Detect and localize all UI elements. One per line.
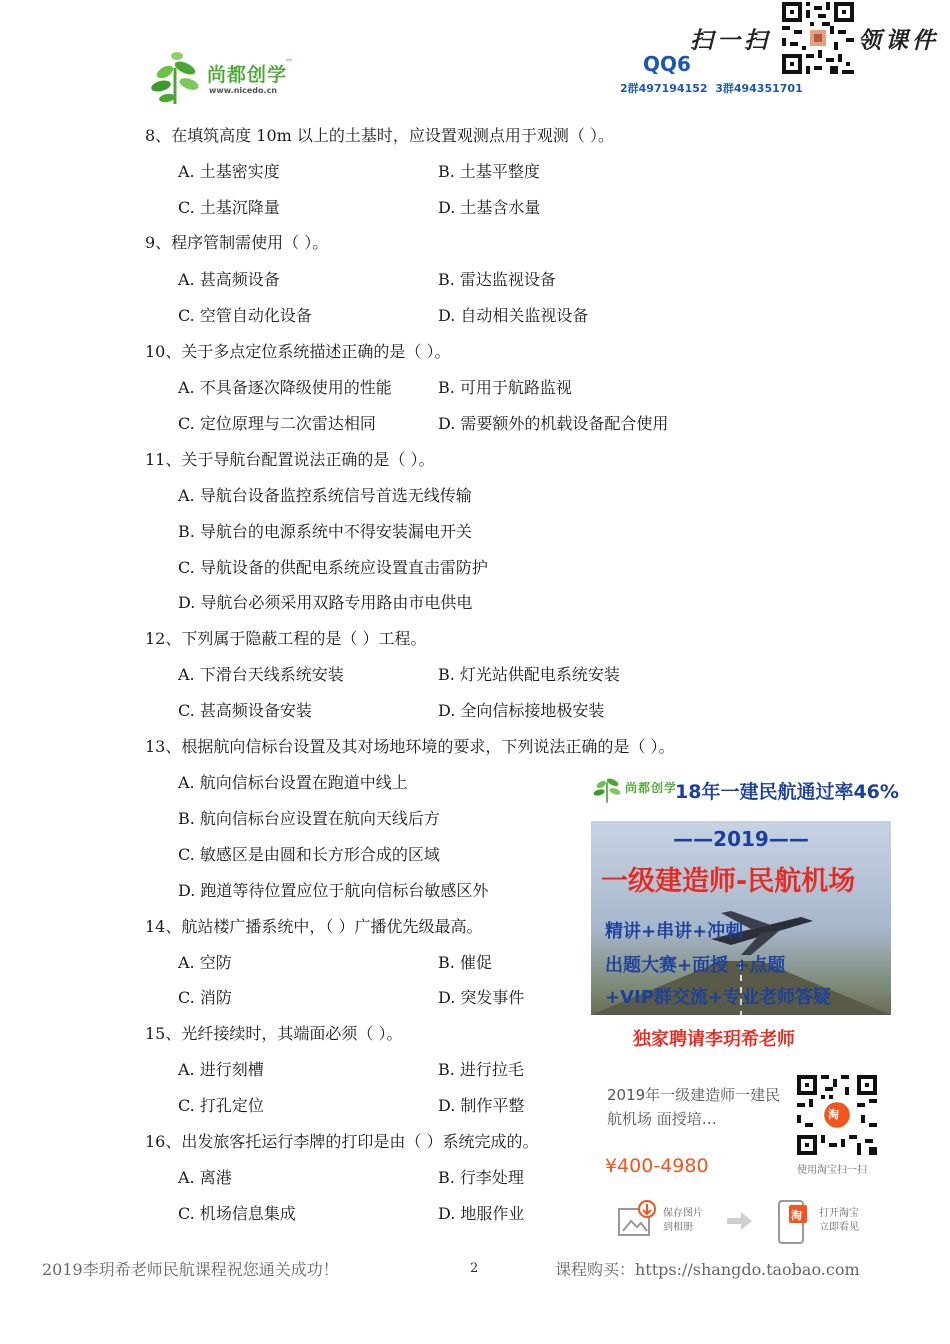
ad-price: ¥400-4980 (605, 1155, 709, 1177)
save-image-icon (615, 1199, 659, 1243)
option-14-a: A. 空防 (178, 953, 232, 972)
course-advertisement[interactable] (585, 765, 905, 1255)
brand-name: 尚都创学 (207, 64, 288, 86)
option-16-d: D. 地服作业 (438, 1204, 525, 1223)
option-9-a: A. 甚高频设备 (178, 270, 280, 289)
arrow-right-icon (727, 1211, 753, 1231)
footer-right-link[interactable]: 课程购买：https://shangdo.taobao.com (555, 1260, 860, 1279)
option-9-b: B. 雷达监视设备 (438, 270, 556, 289)
option-13-c: C. 敏感区是由圆和长方形合成的区域 (178, 845, 440, 864)
ad-line-3: +VIP群交流+专业老师答疑 (605, 987, 831, 1008)
option-16-a: A. 离港 (178, 1168, 232, 1187)
option-15-b: B. 进行拉毛 (438, 1060, 524, 1079)
ad-brand-name: 尚都创学 (625, 781, 678, 795)
option-12-b: B. 灯光站供配电系统安装 (438, 665, 620, 684)
brand-tm: ™ (285, 58, 293, 67)
option-12-a: A. 下滑台天线系统安装 (178, 665, 344, 684)
question-16: 16、出发旅客托运行李牌的打印是由（ ）系统完成的。 (145, 1132, 539, 1151)
taobao-qr-code (797, 1075, 877, 1155)
option-8-b: B. 土基平整度 (438, 162, 540, 181)
ad-headline: 18年一建民航通过率46% (675, 781, 899, 803)
option-16-b: B. 行李处理 (438, 1168, 524, 1187)
option-13-d: D. 跑道等待位置应位于航向信标台敏感区外 (178, 881, 489, 900)
option-11-d: D. 导航台必须采用双路专用路由市电供电 (178, 593, 473, 612)
option-8-a: A. 土基密实度 (178, 162, 280, 181)
open-taobao-badge: 淘 (791, 1209, 802, 1222)
option-13-b: B. 航向信标台应设置在航向天线后方 (178, 809, 440, 828)
scan-left-text: 扫一扫 (690, 27, 771, 54)
qq-groups: 2群497194152 3群494351701 (620, 82, 803, 95)
ad-title: 一级建造师-民航机场 (601, 866, 856, 897)
open-taobao-label: 打开淘宝立即看见 (819, 1208, 859, 1233)
question-10: 10、关于多点定位系统描述正确的是（ ）。 (145, 342, 451, 361)
option-14-c: C. 消防 (178, 988, 232, 1007)
save-image-label: 保存图片到相册 (663, 1208, 703, 1233)
option-13-a: A. 航向信标台设置在跑道中线上 (178, 773, 408, 792)
option-15-a: A. 进行刻槽 (178, 1060, 264, 1079)
ad-taobao-scan: 使用淘宝扫一扫 (797, 1165, 867, 1176)
option-9-c: C. 空管自动化设备 (178, 306, 312, 325)
save-image-button[interactable] (615, 1195, 725, 1245)
option-11-a: A. 导航台设备监控系统信号首选无线传输 (178, 486, 472, 505)
ad-line-1: 精讲+串讲+冲刺 (605, 921, 744, 942)
question-8: 8、在填筑高度 10m 以上的土基时，应设置观测点用于观测（ ）。 (145, 126, 614, 145)
ad-product-title: 2019年一级建造师一建民航机场 面授培… (607, 1086, 781, 1128)
ad-year-dash-left: —— (673, 827, 714, 851)
qr-code-icon (782, 2, 854, 74)
footer-left: 2019李玥希老师民航课程祝您通关成功！ (42, 1260, 339, 1279)
ad-year-row (591, 827, 891, 851)
brand-logo (145, 48, 295, 108)
ad-banner (591, 821, 891, 1015)
leaf-logo-icon (145, 48, 205, 108)
ad-line-2: 出题大赛+面授 +点题 (605, 955, 786, 976)
option-12-d: D. 全向信标接地极安装 (438, 701, 605, 720)
option-10-b: B. 可用于航路监视 (438, 378, 572, 397)
ad-year-dash-right: —— (768, 827, 809, 851)
question-11: 11、关于导航台配置说法正确的是（ ）。 (145, 450, 435, 469)
question-13: 13、根据航向信标台设置及其对场地环境的要求，下列说法正确的是（ ）。 (145, 737, 675, 756)
ad-leaf-logo-icon (590, 771, 624, 805)
open-taobao-button[interactable] (775, 1195, 885, 1249)
page-number: 2 (470, 1261, 479, 1276)
option-11-b: B. 导航台的电源系统中不得安装漏电开关 (178, 522, 472, 541)
option-8-d: D. 土基含水量 (438, 198, 541, 217)
option-15-c: C. 打孔定位 (178, 1096, 264, 1115)
option-12-c: C. 甚高频设备安装 (178, 701, 312, 720)
taobao-qr-badge: 淘 (828, 1108, 839, 1121)
option-10-a: A. 不具备逐次降级使用的性能 (178, 378, 392, 397)
option-9-d: D. 自动相关监视设备 (438, 306, 589, 325)
option-10-d: D. 需要额外的机载设备配合使用 (438, 414, 669, 433)
option-16-c: C. 机场信息集成 (178, 1204, 296, 1223)
option-14-b: B. 催促 (438, 953, 492, 972)
header-qr-code (782, 2, 854, 74)
option-10-c: C. 定位原理与二次雷达相同 (178, 414, 376, 433)
ad-year: 2019 (713, 827, 769, 851)
option-15-d: D. 制作平整 (438, 1096, 525, 1115)
question-14: 14、航站楼广播系统中，（ ）广播优先级最高。 (145, 917, 483, 936)
question-12: 12、下列属于隐蔽工程的是（ ）工程。 (145, 629, 427, 648)
question-9: 9、程序管制需使用（ ）。 (145, 233, 329, 252)
question-15: 15、光纤接续时，其端面必须（ ）。 (145, 1024, 403, 1043)
brand-url: www.nicedo.cn (209, 86, 278, 95)
option-11-c: C. 导航设备的供配电系统应设置直击雷防护 (178, 558, 488, 577)
ad-teacher: 独家聘请李玥希老师 (633, 1029, 795, 1050)
option-14-d: D. 突发事件 (438, 988, 525, 1007)
option-8-c: C. 土基沉降量 (178, 198, 280, 217)
scan-right-text: 领课件 (858, 27, 939, 54)
qq-title: QQ6 (643, 52, 691, 76)
